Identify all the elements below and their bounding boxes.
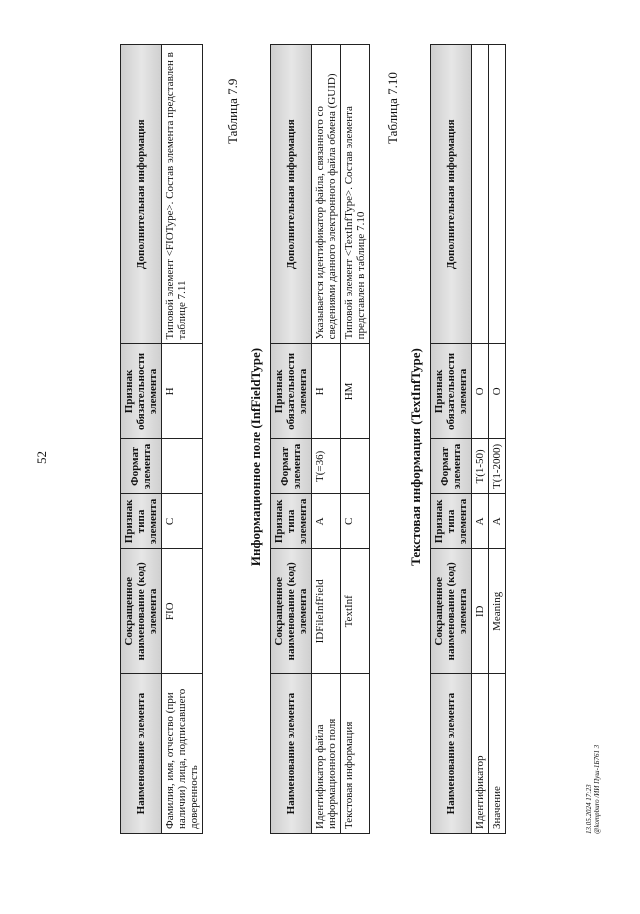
table-caption-7-9: Таблица 7.9 (225, 78, 240, 144)
table-row (489, 45, 506, 834)
cell-format: T(1-50) (472, 439, 489, 494)
header-cell: Наименование элемента (271, 674, 312, 834)
cell-type: А (472, 494, 489, 549)
cell-format (341, 439, 370, 494)
cell-code: ID (472, 549, 489, 674)
header-cell: Признак типа элемента (121, 494, 162, 549)
cell-code: Meaning (489, 549, 506, 674)
header-cell: Дополнительная информация (121, 45, 162, 344)
cell-info: Указывается идентификатор файла, связанного со сведениями данного электронного файла обмена (GUID) (312, 45, 341, 344)
cell-required: О (489, 344, 506, 439)
header-cell: Наименование элемента (431, 674, 472, 834)
cell-info: Типовой элемент <FIOType>. Состав элемента представлен в таблице 7.11 (162, 45, 203, 344)
table-header-row (431, 45, 472, 834)
header-cell: Сокращенное наименование (код) элемента (121, 549, 162, 674)
cell-code: FIO (162, 549, 203, 674)
cell-type: А (312, 494, 341, 549)
cell-name: Значение (489, 674, 506, 834)
cell-info (489, 45, 506, 344)
cell-required: НМ (341, 344, 370, 439)
table-title-textinf: Текстовая информация (TextInfType) (408, 348, 423, 566)
header-cell: Сокращенное наименование (код) элемента (431, 549, 472, 674)
table-row (341, 45, 370, 834)
header-cell: Формат элемента (271, 439, 312, 494)
table-caption-7-10: Таблица 7.10 (385, 72, 400, 144)
footer-timestamp: 13.05.2024 17:23 (585, 784, 593, 834)
table-fio (120, 44, 203, 834)
cell-type: С (162, 494, 203, 549)
header-cell: Формат элемента (121, 439, 162, 494)
header-cell: Сокращенное наименование (код) элемента (271, 549, 312, 674)
cell-info (472, 45, 489, 344)
header-cell: Наименование элемента (121, 674, 162, 834)
table-row (312, 45, 341, 834)
header-cell: Дополнительная информация (431, 45, 472, 344)
cell-format: T(1-2000) (489, 439, 506, 494)
table-row (472, 45, 489, 834)
header-cell: Признак обязательности элемента (431, 344, 472, 439)
table-textinf (430, 44, 506, 834)
cell-required: Н (312, 344, 341, 439)
header-cell: Дополнительная информация (271, 45, 312, 344)
table-title-inffield: Информационное поле (InfFieldType) (248, 347, 263, 567)
cell-format (162, 439, 203, 494)
cell-required: О (472, 344, 489, 439)
cell-type: А (489, 494, 506, 549)
table-header-row (271, 45, 312, 834)
cell-info: Типовой элемент <TextInfType>. Состав элемента представлен в таблице 7.10 (341, 45, 370, 344)
table-header-row (121, 45, 162, 834)
header-cell: Признак обязательности элемента (271, 344, 312, 439)
print-footer (585, 745, 601, 834)
cell-required: Н (162, 344, 203, 439)
header-cell: Формат элемента (431, 439, 472, 494)
table-row (162, 45, 203, 834)
header-cell: Признак обязательности элемента (121, 344, 162, 439)
cell-code: IDFileInfField (312, 549, 341, 674)
cell-name: Текстовая информация (341, 674, 370, 834)
footer-stamp: @kompburo /ИИ Пуш-1Б761 3 (593, 744, 601, 834)
cell-name: Фамилия, имя, отчество (при наличии) лица, подписавшего доверенность (162, 674, 203, 834)
cell-name: Идентификатор файла информационного поля (312, 674, 341, 834)
cell-code: TextInf (341, 549, 370, 674)
page-number: 52 (34, 451, 49, 464)
cell-format: T(=36) (312, 439, 341, 494)
header-cell: Признак типа элемента (271, 494, 312, 549)
cell-type: С (341, 494, 370, 549)
table-inffield (270, 44, 370, 834)
cell-name: Идентификатор (472, 674, 489, 834)
header-cell: Признак типа элемента (431, 494, 472, 549)
